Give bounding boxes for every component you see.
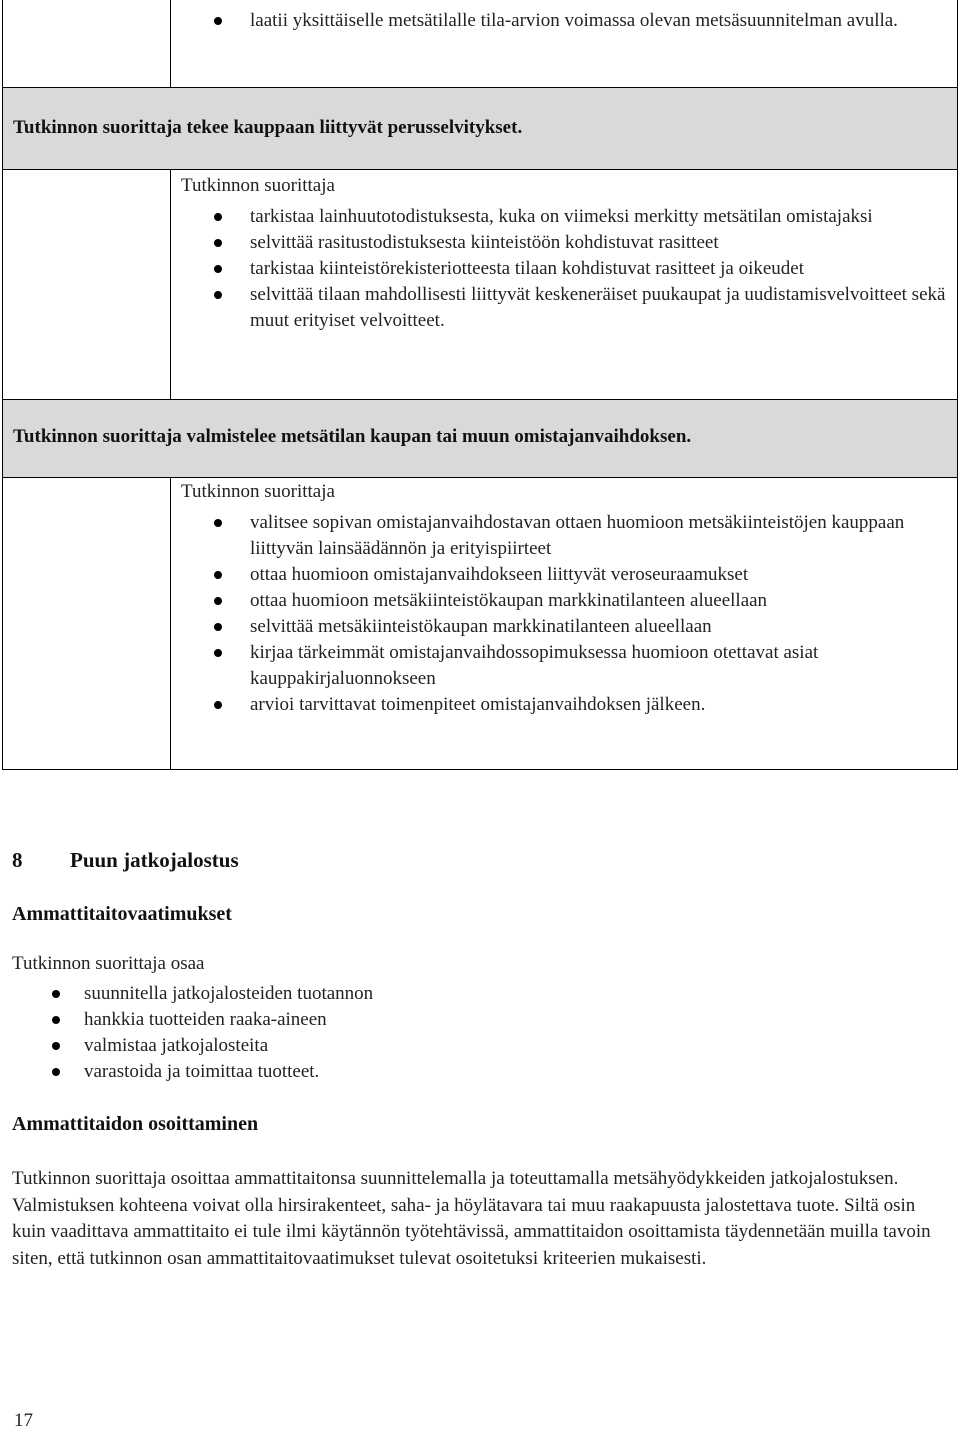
list-item bbox=[171, 204, 957, 230]
bullet-icon bbox=[52, 1016, 60, 1024]
list-item-text: selvittää metsäkiinteistökaupan markkinatilanteen alueellaan bbox=[250, 616, 712, 637]
bullet-icon bbox=[52, 1042, 60, 1050]
list-item bbox=[171, 614, 957, 640]
list-item bbox=[171, 230, 957, 256]
requirements-lead: Tutkinnon suorittaja osaa bbox=[12, 953, 205, 974]
list-item-text: tarkistaa lainhuutotodistuksesta, kuka on viimeksi merkitty metsätilan omistajaksi bbox=[250, 206, 873, 227]
list-item-text: suunnitella jatkojalosteiden tuotannon bbox=[84, 983, 374, 1004]
list-item bbox=[171, 692, 957, 718]
table-header-kaupan-valmistelu bbox=[2, 400, 958, 478]
list-item bbox=[171, 588, 957, 614]
list-item bbox=[12, 1059, 948, 1085]
table-row-kaupan-valmistelu bbox=[2, 478, 958, 770]
bullet-icon bbox=[214, 239, 222, 247]
list-item-text: ottaa huomioon metsäkiinteistökaupan markkinatilanteen alueellaan bbox=[250, 590, 768, 611]
demonstration-paragraph: Tutkinnon suorittaja osoittaa ammattitaitonsa suunnittelemalla ja toteuttamalla metsähyödykkeiden jatkojalostuksen. Valmistuksen kohteena voivat olla hirsirakenteet, saha- ja höylätavara tai muu raakapuusta jalostettava tuote. Siltä osin kuin vaadittava ammattitaito ei tule ilmi käytännön työtehtävissä, ammattitaidon osoittamista täydennetään muilla tavoin siten, että tutkinnon osan ammattitaitovaatimukset tulevat osoitetuksi kriteerien mukaisesti. bbox=[12, 1168, 931, 1269]
list-item-text: varastoida ja toimittaa tuotteet. bbox=[84, 1061, 320, 1082]
row1-bullet-list bbox=[171, 8, 957, 34]
list-item-text: selvittää tilaan mahdollisesti liittyvät keskeneräiset puukaupat ja uudistamisvelvoitteet sekä muut erityiset velvoitteet. bbox=[250, 284, 946, 331]
bullet-icon bbox=[214, 213, 222, 221]
requirements-heading: Ammattitaitovaatimukset bbox=[12, 903, 232, 925]
bullet-icon bbox=[214, 571, 222, 579]
bullet-icon bbox=[214, 649, 222, 657]
criteria-table bbox=[2, 0, 958, 770]
list-item bbox=[12, 981, 948, 1007]
bullet-icon bbox=[214, 291, 222, 299]
bullet-icon bbox=[214, 701, 222, 709]
list-item-text: tarkistaa kiinteistörekisteriotteesta tilaan kohdistuvat rasitteet ja oikeudet bbox=[250, 258, 804, 279]
bullet-icon bbox=[214, 597, 222, 605]
list-item-text: ottaa huomioon omistajanvaihdokseen liittyvät veroseuraamukset bbox=[250, 564, 749, 585]
bullet-icon bbox=[52, 1068, 60, 1076]
list-item-text: hankkia tuotteiden raaka-aineen bbox=[84, 1009, 327, 1030]
header-kaupan-valmistelu: Tutkinnon suorittaja valmistelee metsätilan kaupan tai muun omistajanvaihdoksen. bbox=[13, 426, 692, 447]
page-number: 17 bbox=[14, 1410, 33, 1431]
section-number: 8 bbox=[12, 848, 23, 872]
list-item bbox=[12, 1007, 948, 1033]
list-item bbox=[12, 1033, 948, 1059]
list-item bbox=[171, 256, 957, 282]
bullet-icon bbox=[214, 17, 222, 25]
list-item-text: arvioi tarvittavat toimenpiteet omistajanvaihdoksen jälkeen. bbox=[250, 694, 706, 715]
section-8 bbox=[12, 848, 948, 1272]
bullet-icon bbox=[214, 265, 222, 273]
list-item-text: valmistaa jatkojalosteita bbox=[84, 1035, 269, 1056]
bullet-icon bbox=[214, 623, 222, 631]
requirements-bullet-list bbox=[12, 981, 948, 1085]
list-item-text: selvittää rasitustodistuksesta kiinteistöön kohdistuvat rasitteet bbox=[250, 232, 719, 253]
row3-bullet-list bbox=[171, 510, 957, 718]
list-item bbox=[171, 8, 957, 34]
list-item bbox=[171, 640, 957, 692]
table-row-perusselvitykset bbox=[2, 170, 958, 400]
section-heading bbox=[12, 848, 948, 873]
list-item-text: valitsee sopivan omistajanvaihdostavan ottaen huomioon metsäkiinteistöjen kauppaan liittyvän lainsäädännön ja erityispiirteet bbox=[250, 512, 905, 559]
list-item bbox=[171, 510, 957, 562]
header-perusselvitykset: Tutkinnon suorittaja tekee kauppaan liittyvät perusselvitykset. bbox=[13, 117, 523, 138]
list-item-text: kirjaa tärkeimmät omistajanvaihdossopimuksessa huomioon otettavat asiat kauppakirjaluonnokseen bbox=[250, 642, 819, 689]
row2-lead: Tutkinnon suorittaja bbox=[181, 175, 335, 196]
bullet-icon bbox=[52, 990, 60, 998]
list-item bbox=[171, 282, 957, 334]
list-item bbox=[171, 562, 957, 588]
table-header-perusselvitykset bbox=[2, 88, 958, 170]
row3-lead: Tutkinnon suorittaja bbox=[181, 481, 335, 502]
row2-bullet-list bbox=[171, 204, 957, 334]
bullet-icon bbox=[214, 519, 222, 527]
demonstration-heading: Ammattitaidon osoittaminen bbox=[12, 1113, 259, 1135]
section-title: Puun jatkojalostus bbox=[70, 848, 239, 872]
table-row-continued bbox=[2, 0, 958, 88]
list-item-text: laatii yksittäiselle metsätilalle tila-arvion voimassa olevan metsäsuunnitelman avulla. bbox=[250, 10, 898, 31]
